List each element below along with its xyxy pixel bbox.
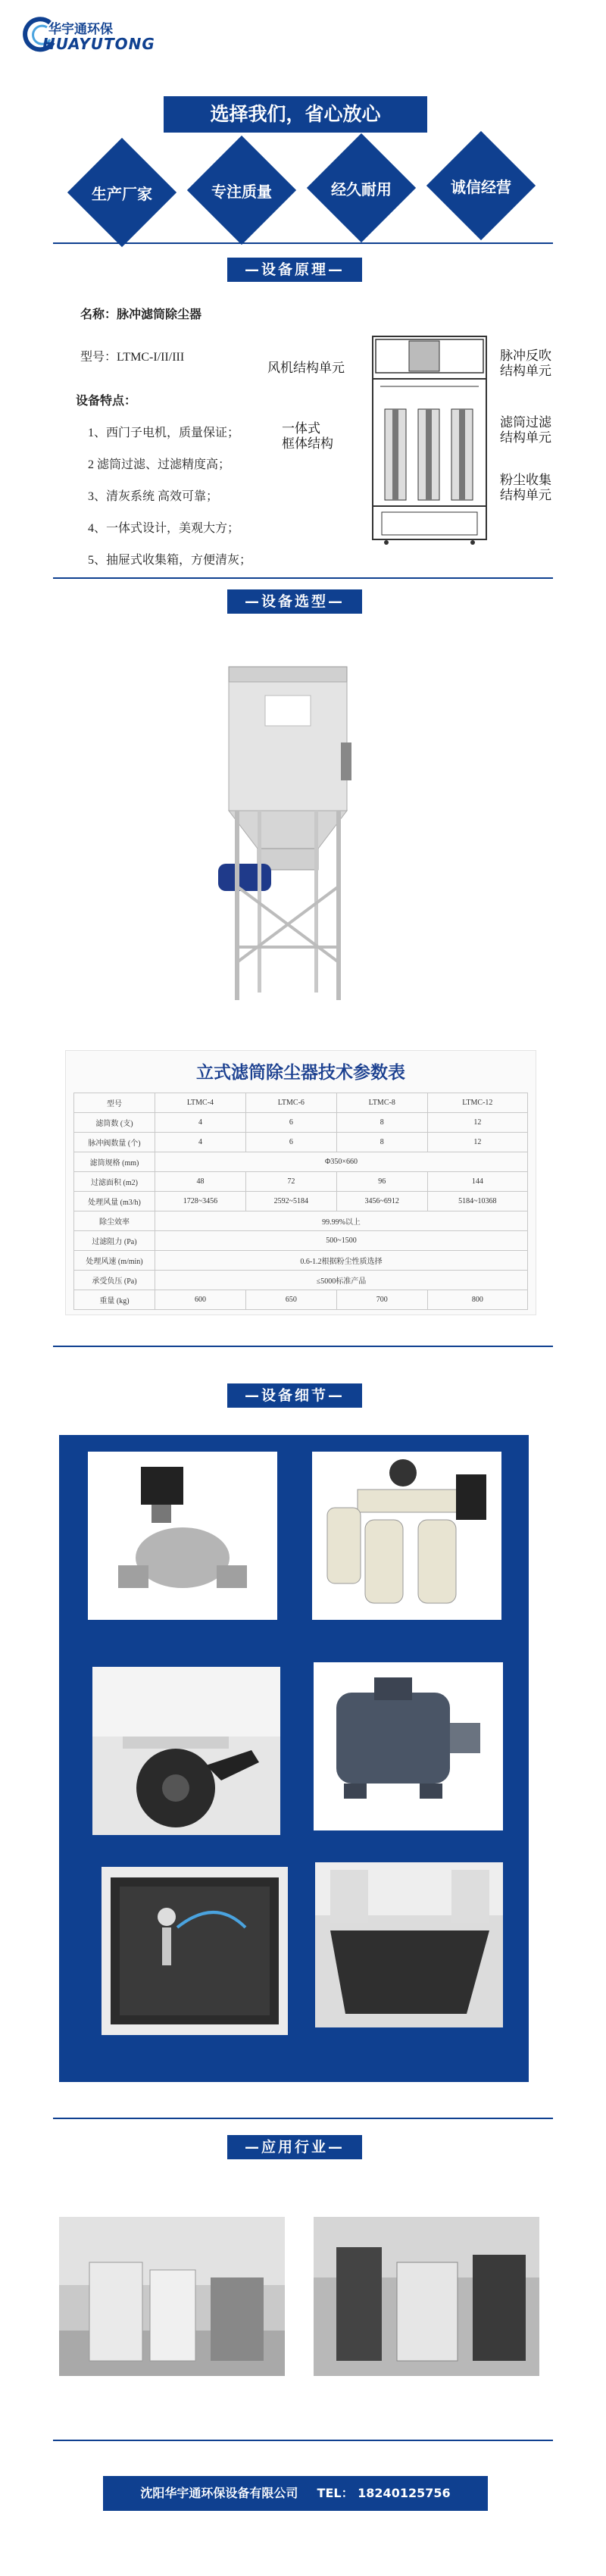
section-title-details: —设备细节— [227,1383,362,1408]
diagram-label-frame [282,421,333,452]
application-image-workshop [59,2217,285,2376]
product-image [212,659,364,1000]
application-image-factory [314,2217,539,2376]
section-title-application: —应用行业— [227,2135,362,2159]
table-cell: 0.6-1.2根据粉尘性质选择 [155,1251,528,1271]
diagram-label-pulse-line2: 结构单元 [500,364,551,379]
table-cell: 99.99%以上 [155,1211,528,1231]
badge-factory: 生产厂家 [92,185,152,203]
feature-item: 2 滤筒过滤、过滤精度高； [88,458,231,471]
spec-table-title: 立式滤筒除尘器技术参数表 [196,1063,405,1083]
table-cell: 6 [245,1113,336,1133]
table-header-cell: LTMC-4 [155,1093,246,1113]
badge-integrity: 诚信经营 [451,178,511,196]
divider [53,1346,553,1347]
table-cell: 500~1500 [155,1231,528,1251]
logo-cn-text: 华宇通环保 [48,22,113,37]
structure-diagram [365,333,494,546]
diagram-label-filter-line2: 结构单元 [500,430,551,445]
feature-item: 4、一体式设计，美观大方； [88,522,240,535]
product-name-label: 名称： [80,308,117,321]
table-cell: 处理风速 (m/min) [74,1251,155,1271]
table-row [74,1192,528,1211]
feature-item: 1、西门子电机，质量保证； [88,427,240,439]
table-cell: 144 [427,1172,527,1192]
detail-image-motor [314,1662,503,1830]
table-cell: 4 [155,1133,246,1152]
diagram-label-frame-line2: 框体结构 [282,436,333,452]
table-cell: 700 [336,1290,427,1310]
badge-durable: 经久耐用 [331,180,392,199]
table-row [74,1172,528,1192]
diagram-label-dust-line2: 结构单元 [500,488,551,503]
table-cell: 96 [336,1172,427,1192]
table-cell: 12 [427,1133,527,1152]
table-row [74,1271,528,1290]
table-cell: 承受负压 (Pa) [74,1271,155,1290]
table-header-cell: 型号 [74,1093,155,1113]
table-cell: 600 [155,1290,246,1310]
diagram-label-filter-line1: 滤筒过滤 [500,415,551,430]
table-row [74,1113,528,1133]
diagram-label-dust [500,473,551,503]
table-header-cell: LTMC-12 [427,1093,527,1113]
table-header-cell: LTMC-8 [336,1093,427,1113]
logo-en-text: HUAYUTONG [42,35,155,53]
table-cell: 滤筒数 (支) [74,1113,155,1133]
divider [53,577,553,579]
table-cell: 12 [427,1113,527,1133]
section-title-selection: —设备选型— [227,589,362,614]
table-cell: 800 [427,1290,527,1310]
spec-table-panel [65,1050,536,1315]
table-cell: ≤5000标准产品 [155,1271,528,1290]
table-cell: 重量 (kg) [74,1290,155,1310]
table-cell: 8 [336,1133,427,1152]
product-model [80,347,184,364]
product-model-value: LTMC-I/II/III [117,351,185,364]
table-cell: 6 [245,1133,336,1152]
diagram-label-fan: 风机结构单元 [267,361,345,376]
diagram-label-filter [500,415,551,445]
table-cell: 3456~6912 [336,1192,427,1211]
table-cell: Φ350×660 [155,1152,528,1172]
table-cell: 8 [336,1113,427,1133]
section-title-principle: —设备原理— [227,258,362,282]
diagram-label-pulse-line1: 脉冲反吹 [500,349,551,364]
features-title: 设备特点： [76,395,137,408]
product-name-value: 脉冲滤筒除尘器 [117,308,202,321]
diagram-label-pulse [500,349,551,379]
footer-tel[interactable]: 18240125756 [358,2486,451,2500]
table-row [74,1211,528,1231]
badge-quality: 专注质量 [211,183,272,201]
footer-bar [103,2476,488,2511]
table-cell: 处理风量 (m3/h) [74,1192,155,1211]
table-cell: 过滤面积 (m2) [74,1172,155,1192]
feature-item: 5、抽屉式收集箱，方便清灰； [88,554,252,567]
diagram-label-dust-line1: 粉尘收集 [500,473,551,488]
table-header-row [74,1093,528,1113]
logo[interactable] [20,15,155,58]
diagram-label-frame-line1: 一体式 [282,421,320,436]
table-cell: 滤筒规格 (mm) [74,1152,155,1172]
footer-tel-label: TEL： [317,2486,354,2500]
table-cell: 除尘效率 [74,1211,155,1231]
detail-image-caster [92,1667,280,1835]
slogan-banner: 选择我们，省心放心 [164,96,427,133]
feature-item: 3、清灰系统 高效可靠； [88,490,219,503]
detail-image-pulse-valve [88,1452,277,1620]
spec-table [73,1093,528,1310]
table-row [74,1152,528,1172]
table-cell: 4 [155,1113,246,1133]
divider [53,242,553,244]
table-row [74,1133,528,1152]
product-name [80,305,201,322]
table-cell: 过滤阻力 (Pa) [74,1231,155,1251]
divider [53,2440,553,2441]
table-cell: 48 [155,1172,246,1192]
table-cell: 650 [245,1290,336,1310]
table-row [74,1290,528,1310]
detail-image-dust-drawer [315,1862,503,2027]
table-cell: 1728~3456 [155,1192,246,1211]
product-model-label: 型号： [80,351,117,364]
table-cell: 5184~10368 [427,1192,527,1211]
table-cell: 2592~5184 [245,1192,336,1211]
table-row [74,1231,528,1251]
table-cell: 72 [245,1172,336,1192]
table-row [74,1251,528,1271]
detail-image-filter-regulator [312,1452,501,1620]
detail-image-control-box [102,1867,288,2035]
divider [53,2118,553,2119]
footer-company: 沈阳华宇通环保设备有限公司 [140,2486,298,2500]
table-header-cell: LTMC-6 [245,1093,336,1113]
table-cell: 脉冲阀数量 (个) [74,1133,155,1152]
